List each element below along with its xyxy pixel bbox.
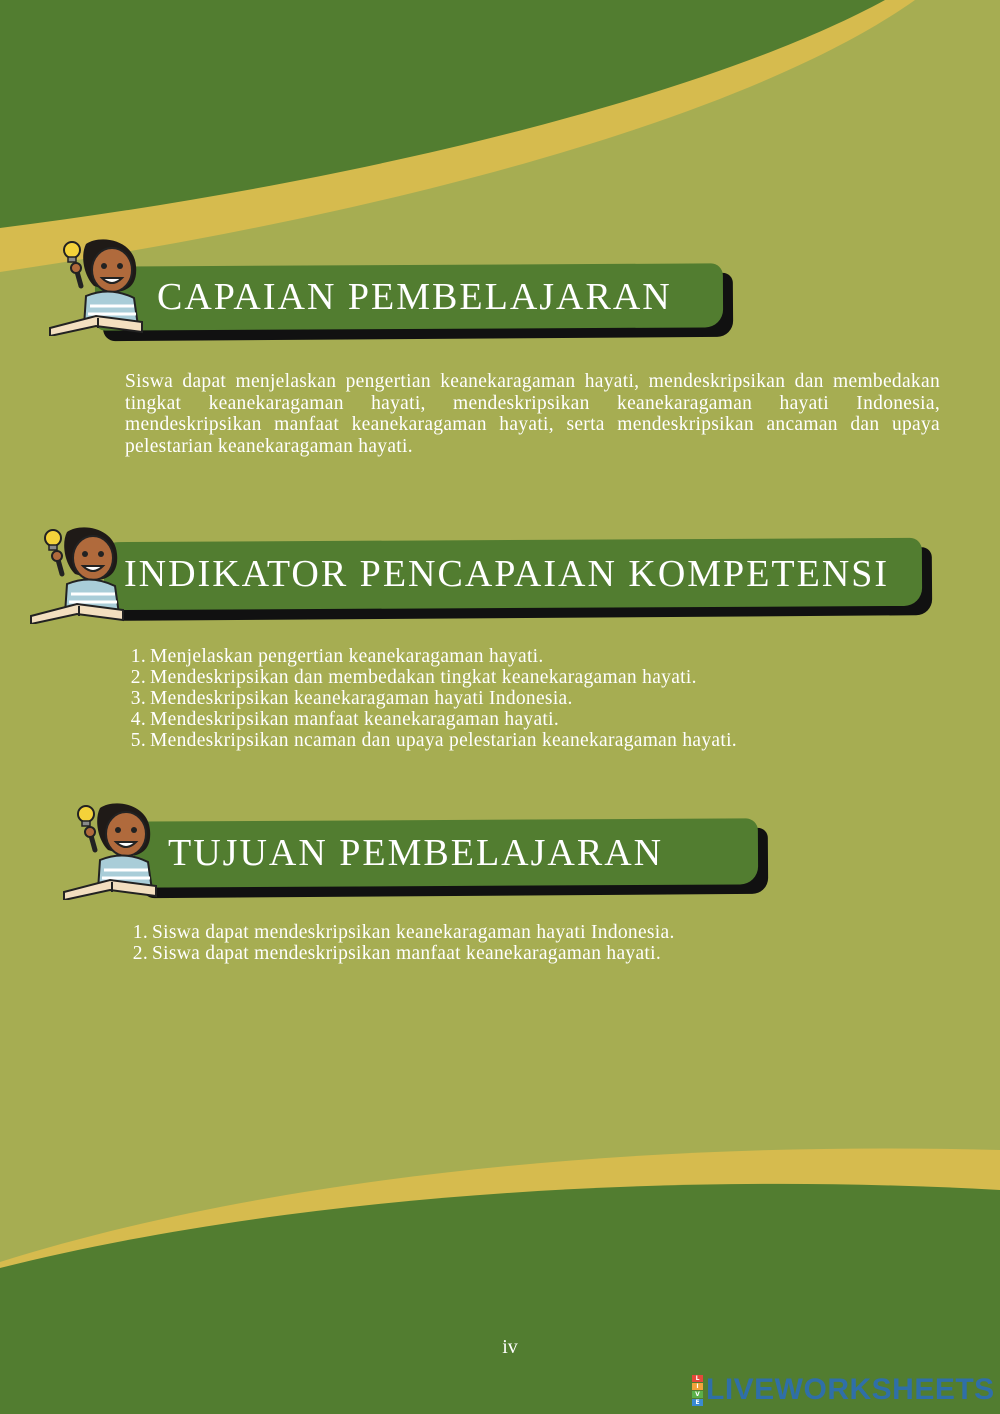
list-item: 1. Menjelaskan pengertian keanekaragaman hayati. (130, 646, 544, 667)
student-mascot-icon (46, 236, 146, 336)
page-number: iv (502, 1336, 518, 1358)
capaian-title: CAPAIAN PEMBELAJARAN (157, 276, 672, 318)
student-mascot-icon (27, 524, 127, 624)
tujuan-title: TUJUAN PEMBELAJARAN (168, 832, 664, 874)
capaian-banner (95, 265, 723, 329)
tujuan-banner (134, 820, 758, 886)
capaian-paragraph: Siswa dapat menjelaskan pengertian keanekaragaman hayati, mendeskripsikan dan membedakan tingkat keanekaragaman hayati, mendeskripsikan keanekaragaman hayati Indonesia, mendeskripsikan manfaat keanekaragaman hayati, serta mendeskripsikan ancaman dan upaya pelestarian keanekaragaman hayati. (125, 371, 940, 457)
student-mascot-icon (60, 800, 160, 900)
indikator-list (126, 646, 737, 751)
list-item: 2. Siswa dapat mendeskripsikan manfaat keanekaragaman hayati. (132, 943, 662, 964)
logo-letter-blocks-icon: L I V E (692, 1375, 703, 1406)
list-item: 1. Siswa dapat mendeskripsikan keanekaragaman hayati Indonesia. (132, 922, 675, 943)
logo-brand-text: LIVEWORKSHEETS (706, 1373, 995, 1406)
indikator-banner (104, 540, 922, 608)
list-item: 4. Mendeskripsikan manfaat keanekaragaman hayati. (130, 709, 560, 730)
list-item: 2. Mendeskripsikan dan membedakan tingkat keanekaragaman hayati. (130, 667, 697, 688)
tujuan-list (128, 922, 675, 964)
indikator-title: INDIKATOR PENCAPAIAN KOMPETENSI (124, 553, 890, 595)
list-item: 3. Mendeskripsikan keanekaragaman hayati Indonesia. (130, 688, 573, 709)
list-item: 5. Mendeskripsikan ncaman dan upaya pelestarian keanekaragaman hayati. (130, 730, 737, 751)
liveworksheets-logo[interactable] (692, 1374, 995, 1406)
